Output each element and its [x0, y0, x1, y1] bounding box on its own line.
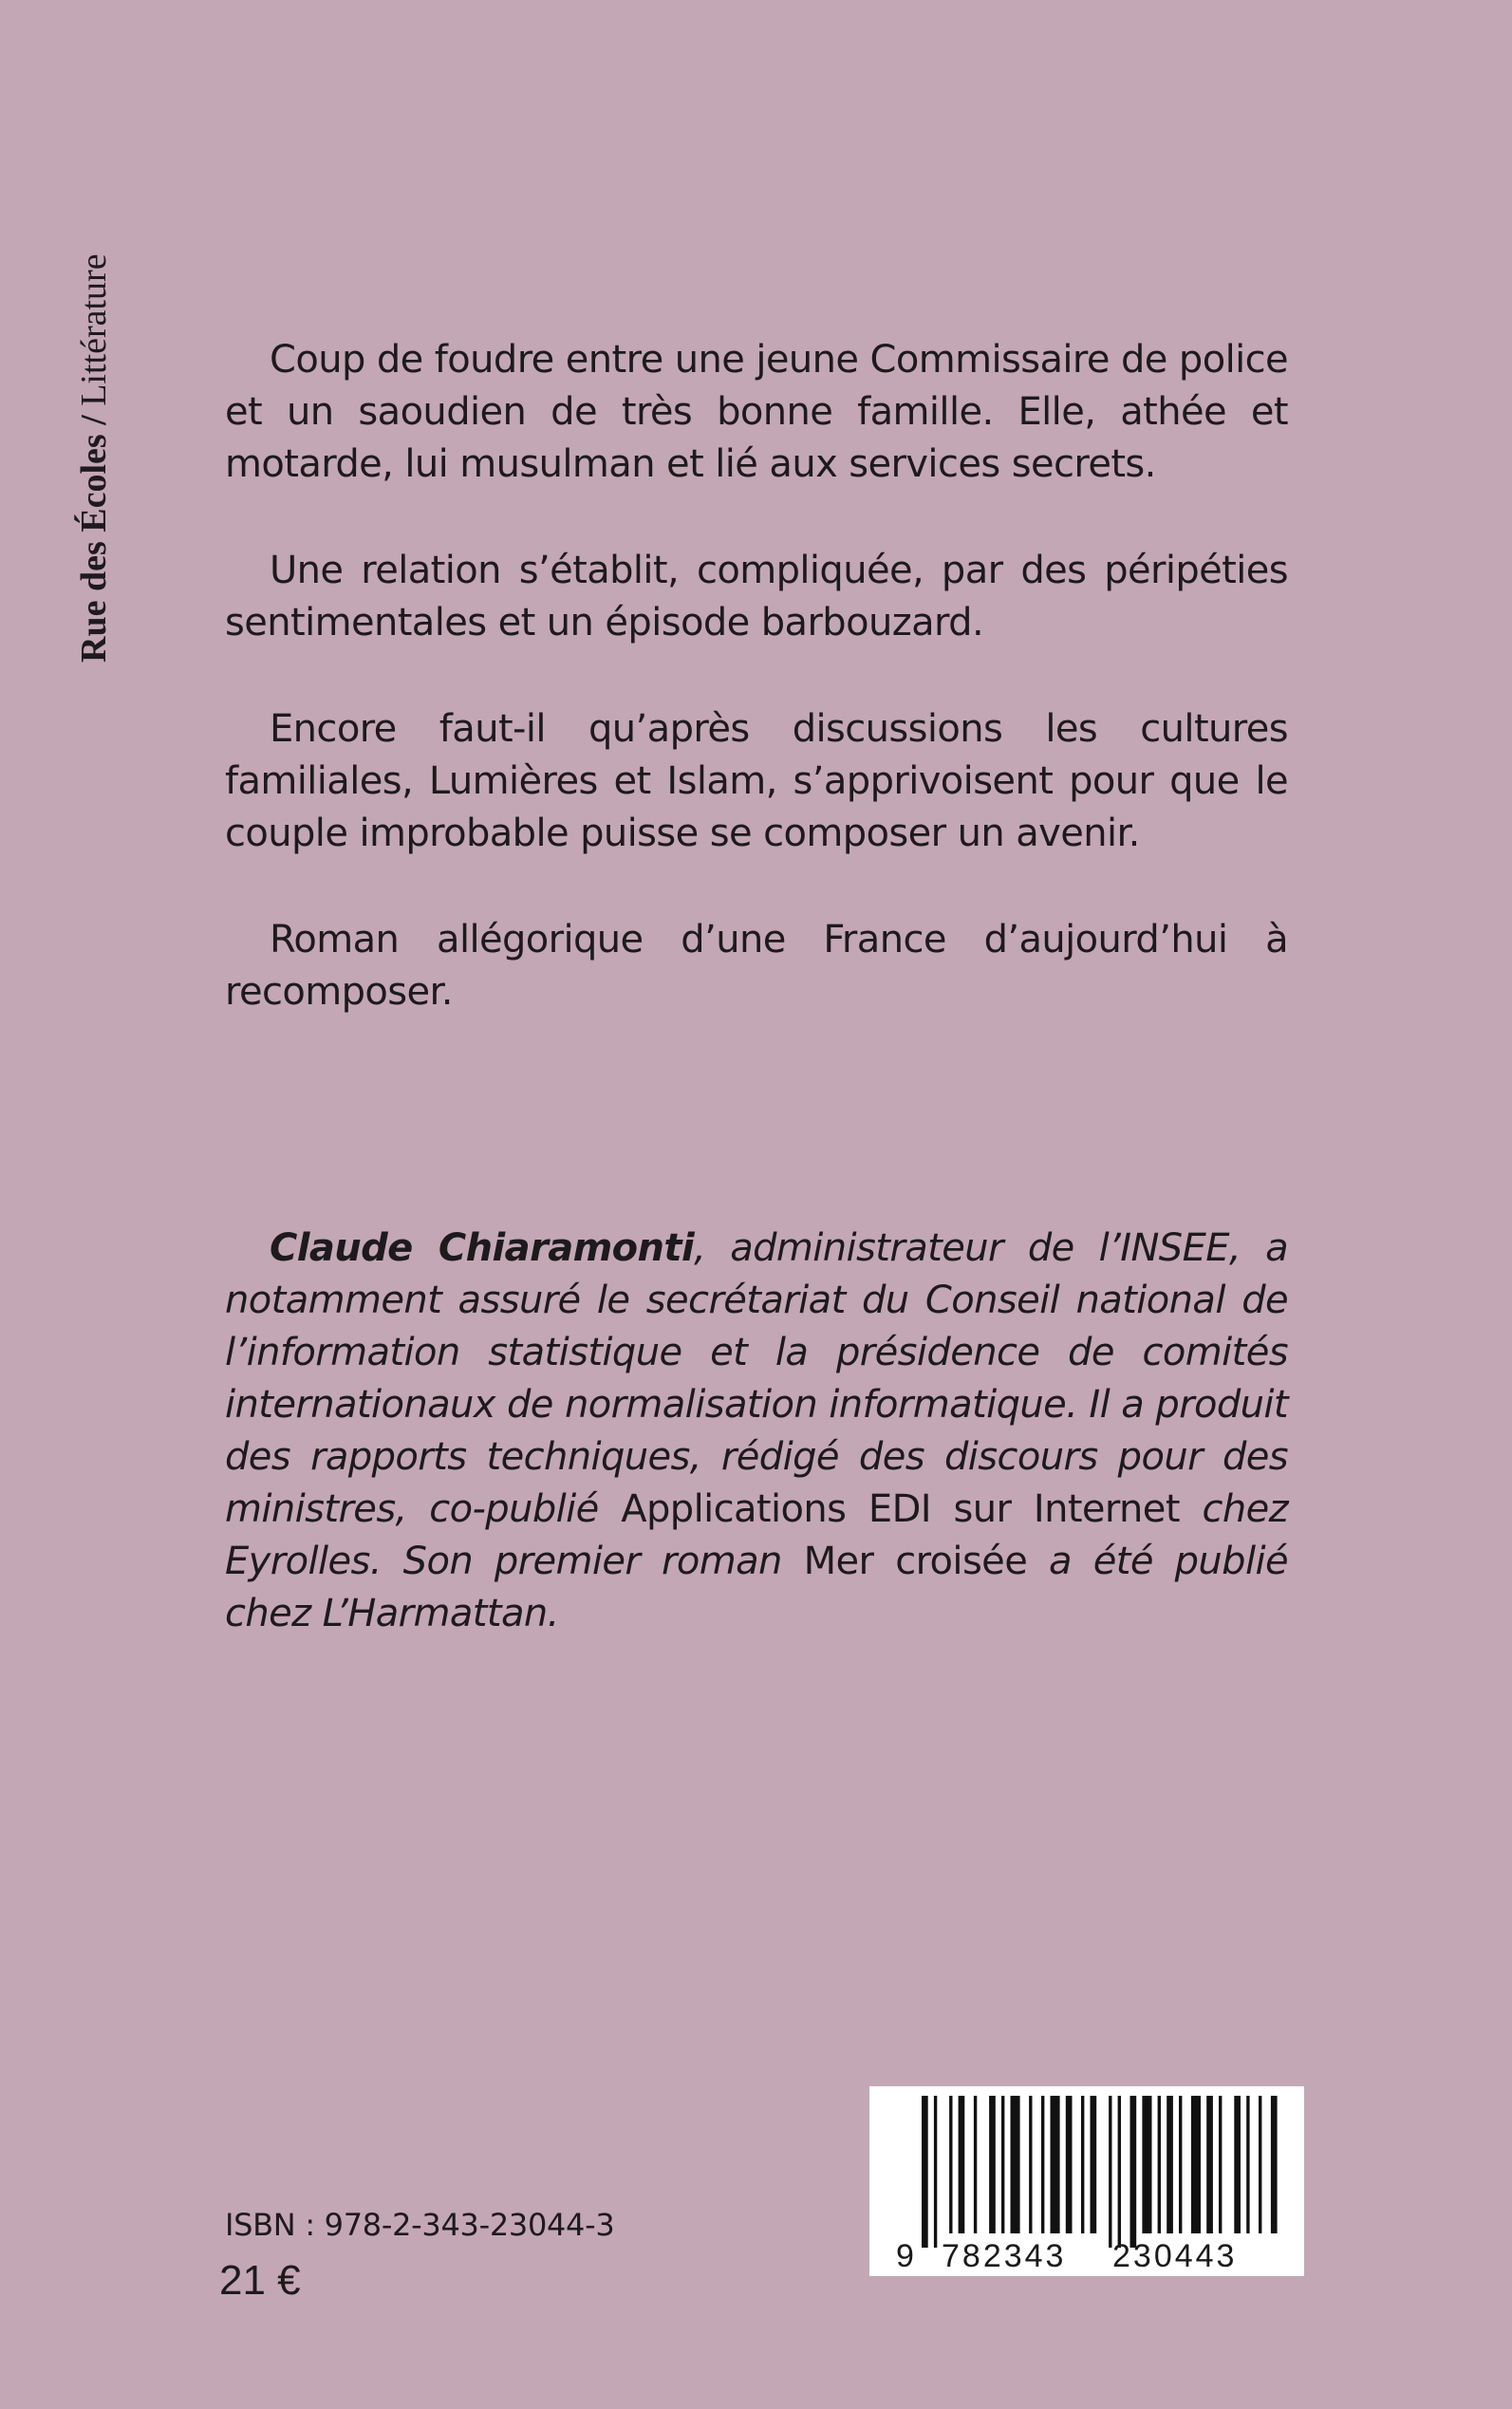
isbn-number: ISBN : 978-2-343-23044-3 — [225, 2207, 615, 2243]
book-title: Mer croisée — [803, 1540, 1028, 1583]
barcode-bar — [1029, 2096, 1032, 2233]
author-name: Claude Chiaramonti — [270, 1226, 695, 1270]
summary-paragraph: Encore faut-il qu’après discussions les cultures familiales, Lumières et Islam, s’apprivoisent pour que le couple improbable puisse se composer un avenir. — [225, 707, 1288, 855]
bio-text: , administrateur de l’INSEE, a notamment assuré le secrétariat du Conseil national de l’information statistique et la présidence de comités internationaux de normalisation informatique. Il a produit des rapports techniques, rédigé des discours pour des ministres, co-publié — [225, 1226, 1288, 1531]
barcode-bar — [1066, 2096, 1073, 2233]
barcode-bar — [1271, 2096, 1278, 2233]
barcode-bar — [1109, 2096, 1111, 2248]
barcode-bar — [934, 2096, 937, 2248]
barcode-bar — [1001, 2096, 1004, 2233]
summary-paragraph: Une relation s’établit, compliquée, par des péripéties sentimentales et un épisode barbouzard. — [225, 549, 1288, 644]
barcode-bar — [949, 2096, 952, 2233]
barcode-bar — [1051, 2096, 1060, 2233]
barcode-bar — [1158, 2096, 1161, 2233]
book-title: Applications EDI sur Internet — [621, 1487, 1180, 1531]
barcode-bar — [1259, 2096, 1261, 2233]
barcode — [869, 2086, 1304, 2276]
barcode-bar — [1191, 2096, 1201, 2233]
barcode-bar — [1246, 2096, 1249, 2233]
series-category: Littérature — [74, 253, 114, 406]
barcode-bar — [1130, 2096, 1137, 2248]
summary-paragraph: Coup de foudre entre une jeune Commissaire de police et un saoudien de très bonne famille. Elle, athée et motarde, lui musulman et lié aux services secrets. — [225, 338, 1288, 486]
author-biography — [225, 1223, 1288, 1640]
barcode-bar — [1142, 2096, 1151, 2233]
summary-paragraph: Roman allégorique d’une France d’aujourd’hui à recomposer. — [225, 918, 1288, 1014]
barcode-bar — [959, 2096, 965, 2233]
barcode-bar — [989, 2096, 996, 2233]
barcode-bar — [1206, 2096, 1213, 2233]
barcode-graphic — [869, 2086, 1304, 2276]
barcode-bar — [1234, 2096, 1241, 2233]
barcode-bar — [1179, 2096, 1182, 2233]
barcode-bar — [1041, 2096, 1044, 2233]
book-summary — [225, 334, 1288, 1073]
series-name: Rue des Écoles — [74, 434, 114, 663]
bio-text: chez Eyrolles. Son premier roman — [225, 1487, 1288, 1583]
barcode-bar — [1118, 2096, 1121, 2248]
barcode-bar — [1219, 2096, 1222, 2233]
barcode-bar — [922, 2096, 928, 2248]
barcode-bar — [1091, 2096, 1097, 2233]
bio-text: a été publié chez L’Harmattan. — [225, 1540, 1288, 1635]
price: 21 € — [219, 2257, 301, 2304]
barcode-bar — [1081, 2096, 1084, 2233]
barcode-bar — [1167, 2096, 1173, 2233]
barcode-digits-left: 782343 — [942, 2238, 1067, 2274]
series-separator: / — [74, 415, 114, 425]
spine-series-label — [74, 112, 114, 663]
barcode-bar — [1011, 2096, 1020, 2233]
barcode-digit-first: 9 — [896, 2238, 914, 2274]
barcode-bar — [974, 2096, 977, 2233]
barcode-digits-right: 230443 — [1112, 2238, 1238, 2274]
